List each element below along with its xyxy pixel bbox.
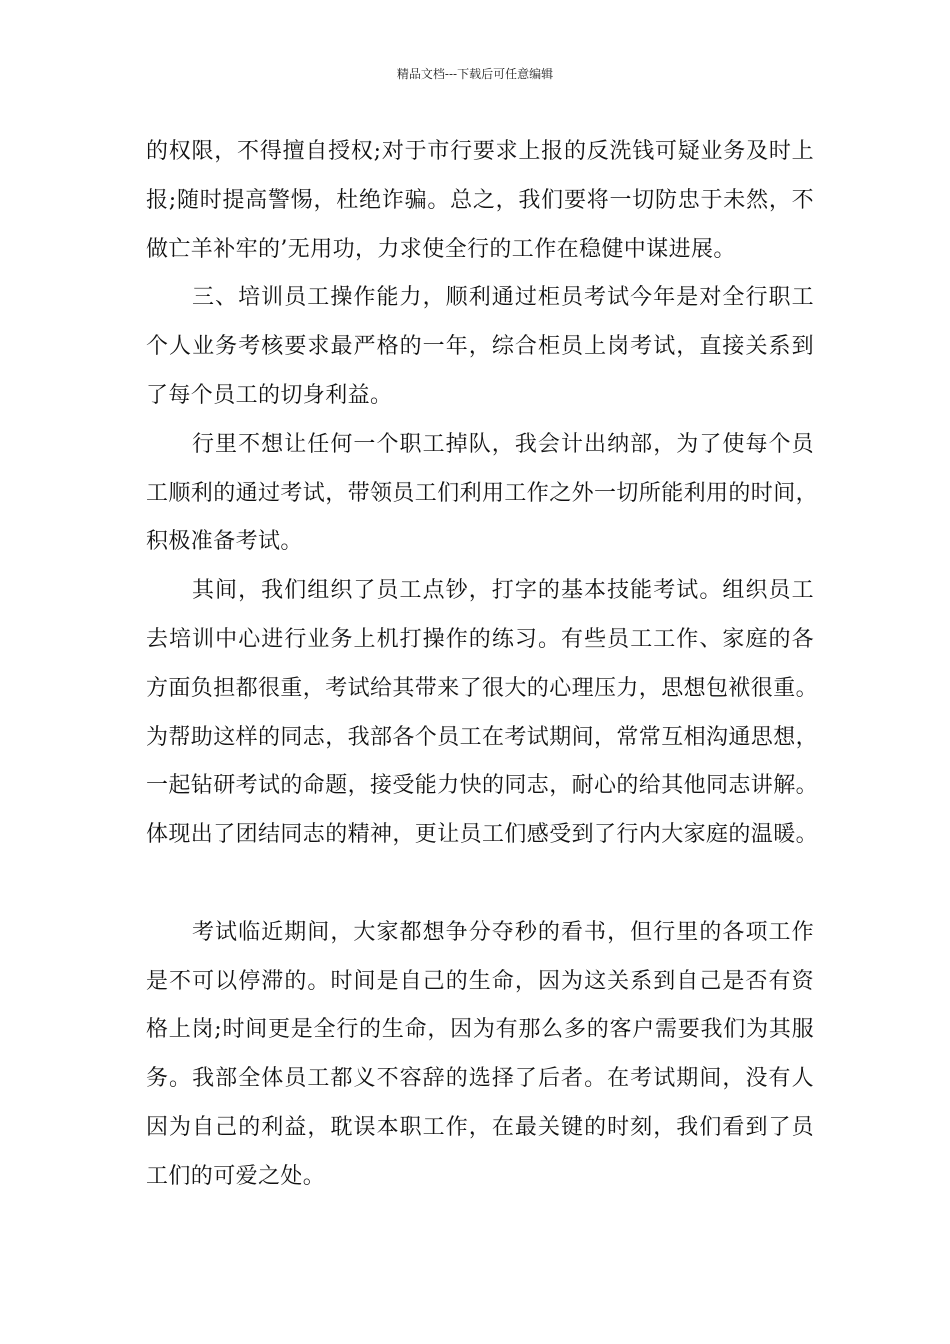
page-header: 精品文档---下载后可任意编辑 [396, 67, 554, 81]
text-line: 工们的可爱之处。 [146, 1163, 326, 1189]
text-line: 三、培训员工操作能力，顺利通过柜员考试今年是对全行职工 [192, 285, 814, 311]
text-line: 是不可以停滞的。时间是自己的生命，因为这关系到自己是否有资 [146, 968, 814, 994]
text-line: 为帮助这样的同志，我部各个员工在考试期间，常常互相沟通思想， [146, 724, 819, 750]
text-line: 体现出了团结同志的精神，更让员工们感受到了行内大家庭的温暖。 [146, 822, 819, 848]
text-line: 一起钻研考试的命题，接受能力快的同志，耐心的给其他同志讲解。 [146, 773, 819, 799]
text-line: 报;随时提高警惕，杜绝诈骗。总之，我们要将一切防忠于未然，不 [146, 187, 814, 213]
text-line: 因为自己的利益，耽误本职工作，在最关键的时刻，我们看到了员 [146, 1114, 814, 1140]
text-line: 格上岗;时间更是全行的生命，因为有那么多的客户需要我们为其服 [146, 1017, 814, 1043]
text-line: 的权限，不得擅自授权;对于市行要求上报的反洗钱可疑业务及时上 [146, 139, 814, 164]
paragraph [146, 128, 814, 274]
paragraph-spacer [146, 860, 814, 909]
paragraph [146, 274, 814, 420]
text-line: 方面负担都很重，考试给其带来了很大的心理压力，思想包袱很重。 [146, 675, 819, 701]
paragraph [146, 567, 819, 860]
text-line: 个人业务考核要求最严格的一年，综合柜员上岗考试，直接关系到 [146, 334, 814, 360]
text-line: 去培训中心进行业务上机打操作的练习。有些员工工作、家庭的各 [146, 626, 814, 652]
text-line: 积极准备考试。 [146, 529, 303, 555]
text-line: 考试临近期间，大家都想争分夺秒的看书，但行里的各项工作 [192, 919, 814, 945]
text-line: 行里不想让任何一个职工掉队，我会计出纳部，为了使每个员 [192, 431, 814, 457]
text-line: 做亡羊补牢的’无用功，力求使全行的工作在稳健中谋进展。 [146, 236, 736, 262]
text-line: 其间，我们组织了员工点钞，打字的基本技能考试。组织员工 [192, 578, 814, 604]
document-body [146, 128, 819, 1202]
paragraph [146, 909, 814, 1202]
text-line: 了每个员工的切身利益。 [146, 382, 393, 408]
text-line: 工顺利的通过考试，带领员工们利用工作之外一切所能利用的时间， [146, 480, 819, 506]
paragraph [146, 421, 819, 567]
text-line: 务。我部全体员工都义不容辞的选择了后者。在考试期间，没有人 [146, 1066, 814, 1092]
